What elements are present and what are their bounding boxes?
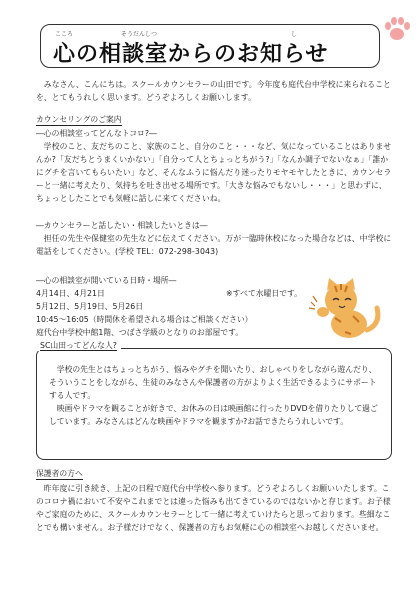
title-frame <box>40 24 380 68</box>
section-heading-parents: 保護者の方へ <box>36 469 83 478</box>
paw-icon <box>380 12 414 46</box>
intro-paragraph: みなさん、こんにちは。スクールカウンセラーの山田です。今年度も庭代台中学校に来られることを、とてもうれしく思います。どうぞよろしくお願いします。 <box>36 80 391 102</box>
title-ruby-kokoro: こころ <box>55 31 74 38</box>
schedule-place: 庭代台中学校中館1階、つばさ学級のとなりのお部屋です。 <box>36 328 244 337</box>
section-subheading-what: ―心の相談室ってどんなトコロ?― <box>36 129 157 138</box>
section-heading-contact: ―カウンセラーと話したい・相談したいときは― <box>36 221 208 230</box>
schedule-april-dates: 4月14日、4月21日 <box>36 289 105 298</box>
about-counselor-label <box>36 340 121 351</box>
tiger-cat-illustration <box>305 272 385 342</box>
about-counselor-text <box>49 363 383 428</box>
counseling-paragraph: 学校のこと、友だちのこと、家族のこと、自分のこと・・・など、気になっていることはありませんか?「友だちとうまくいかない」「自分って人とちょっとちがう?」「なんか調子でないなぁ」「誰かにグチを言いてもらいたい」など、そんなふうに悩んだり迷ったりモヤモヤしたときに、カウンセラーと一緒に考えたり、気持ちを吐き出せる場所です。「大きな悩みでもないし・・・」と思わずに、ちょっとしたことでも気軽に話しに来てくださいね。 <box>36 142 392 203</box>
schedule-may: 5月12日、5月19日、5月26日 <box>36 302 144 311</box>
about-counselor-box <box>36 348 392 460</box>
section-heading-counseling: カウンセリングのご案内 <box>36 115 122 124</box>
schedule-heading: ―心の相談室が開いている日時・場所― <box>36 276 177 285</box>
contact-paragraph: 担任の先生や保健室の先生などに伝えてください。万が一臨時休校になった場合などは、中学校に電話をしてください。(学校 TEL：072-298-3043) <box>36 234 392 256</box>
title-ruby-soudanshitsu: そうだんしつ <box>121 31 158 38</box>
page-title: 心の相談室からのお知らせ <box>53 42 329 67</box>
schedule-weekday-note: ※すべて水曜日です。 <box>226 289 302 298</box>
about-counselor-paragraph-1: 学校の先生とはちょっとちがう、悩みやグチを聞いたり、おしゃべりをしながら遊んだり、そういうことをしながら、生徒のみなさんや保護者の方がよりよく生活できるようにサポートする人です。 <box>49 365 377 400</box>
schedule-time: 10:45～16:05（時間休を希望される場合はご相談ください） <box>36 315 253 324</box>
title-ruby-shi: し <box>291 31 298 38</box>
about-counselor-heading: SC山田ってどんな人? <box>40 341 117 350</box>
about-counselor-paragraph-2: 映画やドラマを観ることが好きで、お休みの日は映画館に行ったりDVDを借りたりして過ごしています。みなさんはどんな映画やドラマを観ますか?お話できたらうれしいです。 <box>49 404 378 426</box>
parents-paragraph: 昨年度に引き続き、上記の日程で庭代台中学校へ参ります。どうぞよろしくお願いいたします。このコロナ禍において不安やこれまでとは違った悩みも出てきているのではないかと存じます。お子様やご家庭のために、スクールカウンセラーとして一緒に考えていけたらと思っております。些細なことでも構いません。お子様だけでなく、保護者の方もお気軽に心の相談室へお越しくださいませ。 <box>36 484 391 532</box>
